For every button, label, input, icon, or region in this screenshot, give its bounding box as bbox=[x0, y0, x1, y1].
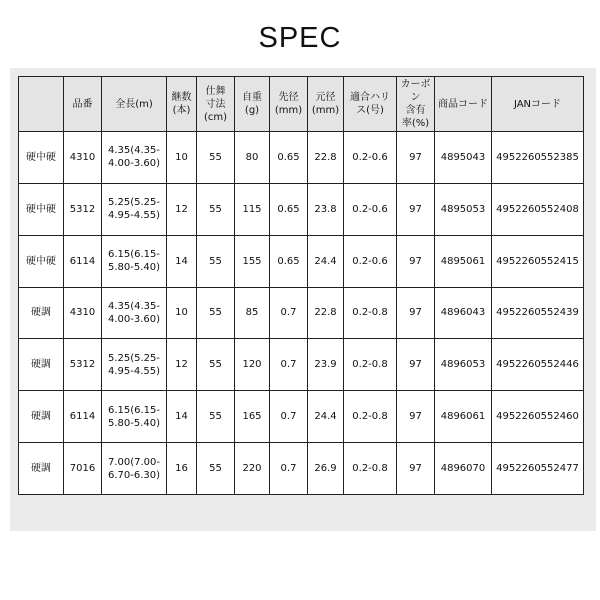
cell-weight: 155 bbox=[235, 235, 270, 287]
cell-jan-code: 4952260552439 bbox=[492, 287, 584, 339]
cell-model-type: 硬中硬 bbox=[19, 183, 64, 235]
cell-product-code: 4896061 bbox=[435, 391, 492, 443]
cell-carbon-content: 97 bbox=[397, 443, 435, 495]
cell-line-rating: 0.2-0.6 bbox=[344, 183, 397, 235]
cell-sections: 12 bbox=[167, 339, 197, 391]
cell-carbon-content: 97 bbox=[397, 235, 435, 287]
cell-butt-diameter: 24.4 bbox=[308, 235, 344, 287]
cell-total-length: 6.15(6.15- 5.80-5.40) bbox=[102, 235, 167, 287]
table-row bbox=[19, 443, 584, 495]
cell-product-number: 4310 bbox=[64, 287, 102, 339]
cell-jan-code: 4952260552385 bbox=[492, 132, 584, 184]
cell-model-type: 硬中硬 bbox=[19, 132, 64, 184]
cell-sections: 10 bbox=[167, 287, 197, 339]
cell-closed-length: 55 bbox=[197, 339, 235, 391]
cell-butt-diameter: 24.4 bbox=[308, 391, 344, 443]
cell-model-type: 硬調 bbox=[19, 443, 64, 495]
cell-product-code: 4896053 bbox=[435, 339, 492, 391]
header-total-length: 全長(m) bbox=[102, 77, 167, 132]
cell-carbon-content: 97 bbox=[397, 339, 435, 391]
cell-tip-diameter: 0.7 bbox=[270, 391, 308, 443]
cell-product-code: 4896043 bbox=[435, 287, 492, 339]
cell-product-number: 5312 bbox=[64, 339, 102, 391]
cell-butt-diameter: 23.8 bbox=[308, 183, 344, 235]
cell-product-code: 4895043 bbox=[435, 132, 492, 184]
cell-butt-diameter: 22.8 bbox=[308, 132, 344, 184]
header-product-number: 品番 bbox=[64, 77, 102, 132]
cell-line-rating: 0.2-0.6 bbox=[344, 235, 397, 287]
cell-weight: 115 bbox=[235, 183, 270, 235]
cell-tip-diameter: 0.65 bbox=[270, 132, 308, 184]
cell-product-code: 4896070 bbox=[435, 443, 492, 495]
cell-weight: 80 bbox=[235, 132, 270, 184]
cell-line-rating: 0.2-0.8 bbox=[344, 339, 397, 391]
header-carbon-content: カーボン 含有 率(%) bbox=[397, 77, 435, 132]
cell-tip-diameter: 0.65 bbox=[270, 183, 308, 235]
header-sections: 継数 (本) bbox=[167, 77, 197, 132]
cell-sections: 14 bbox=[167, 391, 197, 443]
cell-jan-code: 4952260552477 bbox=[492, 443, 584, 495]
cell-tip-diameter: 0.7 bbox=[270, 287, 308, 339]
cell-total-length: 6.15(6.15- 5.80-5.40) bbox=[102, 391, 167, 443]
cell-butt-diameter: 23.9 bbox=[308, 339, 344, 391]
table-row bbox=[19, 287, 584, 339]
page-title: SPEC bbox=[258, 22, 342, 54]
table-row bbox=[19, 339, 584, 391]
cell-product-number: 6114 bbox=[64, 235, 102, 287]
cell-product-number: 6114 bbox=[64, 391, 102, 443]
cell-model-type: 硬調 bbox=[19, 287, 64, 339]
cell-closed-length: 55 bbox=[197, 235, 235, 287]
cell-tip-diameter: 0.7 bbox=[270, 339, 308, 391]
cell-carbon-content: 97 bbox=[397, 132, 435, 184]
header-model-type bbox=[19, 77, 64, 132]
cell-jan-code: 4952260552415 bbox=[492, 235, 584, 287]
cell-model-type: 硬調 bbox=[19, 339, 64, 391]
cell-jan-code: 4952260552446 bbox=[492, 339, 584, 391]
cell-closed-length: 55 bbox=[197, 391, 235, 443]
cell-product-number: 4310 bbox=[64, 132, 102, 184]
table-row bbox=[19, 132, 584, 184]
cell-line-rating: 0.2-0.8 bbox=[344, 443, 397, 495]
cell-weight: 220 bbox=[235, 443, 270, 495]
cell-tip-diameter: 0.7 bbox=[270, 443, 308, 495]
cell-weight: 165 bbox=[235, 391, 270, 443]
cell-model-type: 硬調 bbox=[19, 391, 64, 443]
spec-table bbox=[18, 76, 584, 495]
cell-sections: 12 bbox=[167, 183, 197, 235]
header-product-code: 商品コード bbox=[435, 77, 492, 132]
table-header-row bbox=[19, 77, 584, 132]
cell-weight: 85 bbox=[235, 287, 270, 339]
cell-product-number: 5312 bbox=[64, 183, 102, 235]
header-weight: 自重 (g) bbox=[235, 77, 270, 132]
table-row bbox=[19, 235, 584, 287]
cell-butt-diameter: 22.8 bbox=[308, 287, 344, 339]
cell-carbon-content: 97 bbox=[397, 391, 435, 443]
cell-total-length: 5.25(5.25- 4.95-4.55) bbox=[102, 339, 167, 391]
cell-weight: 120 bbox=[235, 339, 270, 391]
table-row bbox=[19, 391, 584, 443]
cell-carbon-content: 97 bbox=[397, 183, 435, 235]
cell-total-length: 5.25(5.25- 4.95-4.55) bbox=[102, 183, 167, 235]
cell-butt-diameter: 26.9 bbox=[308, 443, 344, 495]
cell-product-code: 4895061 bbox=[435, 235, 492, 287]
cell-tip-diameter: 0.65 bbox=[270, 235, 308, 287]
cell-product-code: 4895053 bbox=[435, 183, 492, 235]
header-butt-diameter: 元径 (mm) bbox=[308, 77, 344, 132]
cell-line-rating: 0.2-0.8 bbox=[344, 287, 397, 339]
cell-line-rating: 0.2-0.8 bbox=[344, 391, 397, 443]
cell-sections: 14 bbox=[167, 235, 197, 287]
cell-sections: 10 bbox=[167, 132, 197, 184]
cell-total-length: 4.35(4.35- 4.00-3.60) bbox=[102, 287, 167, 339]
cell-line-rating: 0.2-0.6 bbox=[344, 132, 397, 184]
cell-closed-length: 55 bbox=[197, 183, 235, 235]
cell-sections: 16 bbox=[167, 443, 197, 495]
cell-total-length: 4.35(4.35- 4.00-3.60) bbox=[102, 132, 167, 184]
cell-total-length: 7.00(7.00- 6.70-6.30) bbox=[102, 443, 167, 495]
cell-closed-length: 55 bbox=[197, 443, 235, 495]
cell-closed-length: 55 bbox=[197, 287, 235, 339]
cell-closed-length: 55 bbox=[197, 132, 235, 184]
cell-jan-code: 4952260552408 bbox=[492, 183, 584, 235]
cell-product-number: 7016 bbox=[64, 443, 102, 495]
header-tip-diameter: 先径 (mm) bbox=[270, 77, 308, 132]
header-closed-length: 仕舞 寸法 (cm) bbox=[197, 77, 235, 132]
header-jan-code: JANコード bbox=[492, 77, 584, 132]
table-row bbox=[19, 183, 584, 235]
cell-carbon-content: 97 bbox=[397, 287, 435, 339]
header-line-rating: 適合ハリ ス(号) bbox=[344, 77, 397, 132]
cell-model-type: 硬中硬 bbox=[19, 235, 64, 287]
cell-jan-code: 4952260552460 bbox=[492, 391, 584, 443]
